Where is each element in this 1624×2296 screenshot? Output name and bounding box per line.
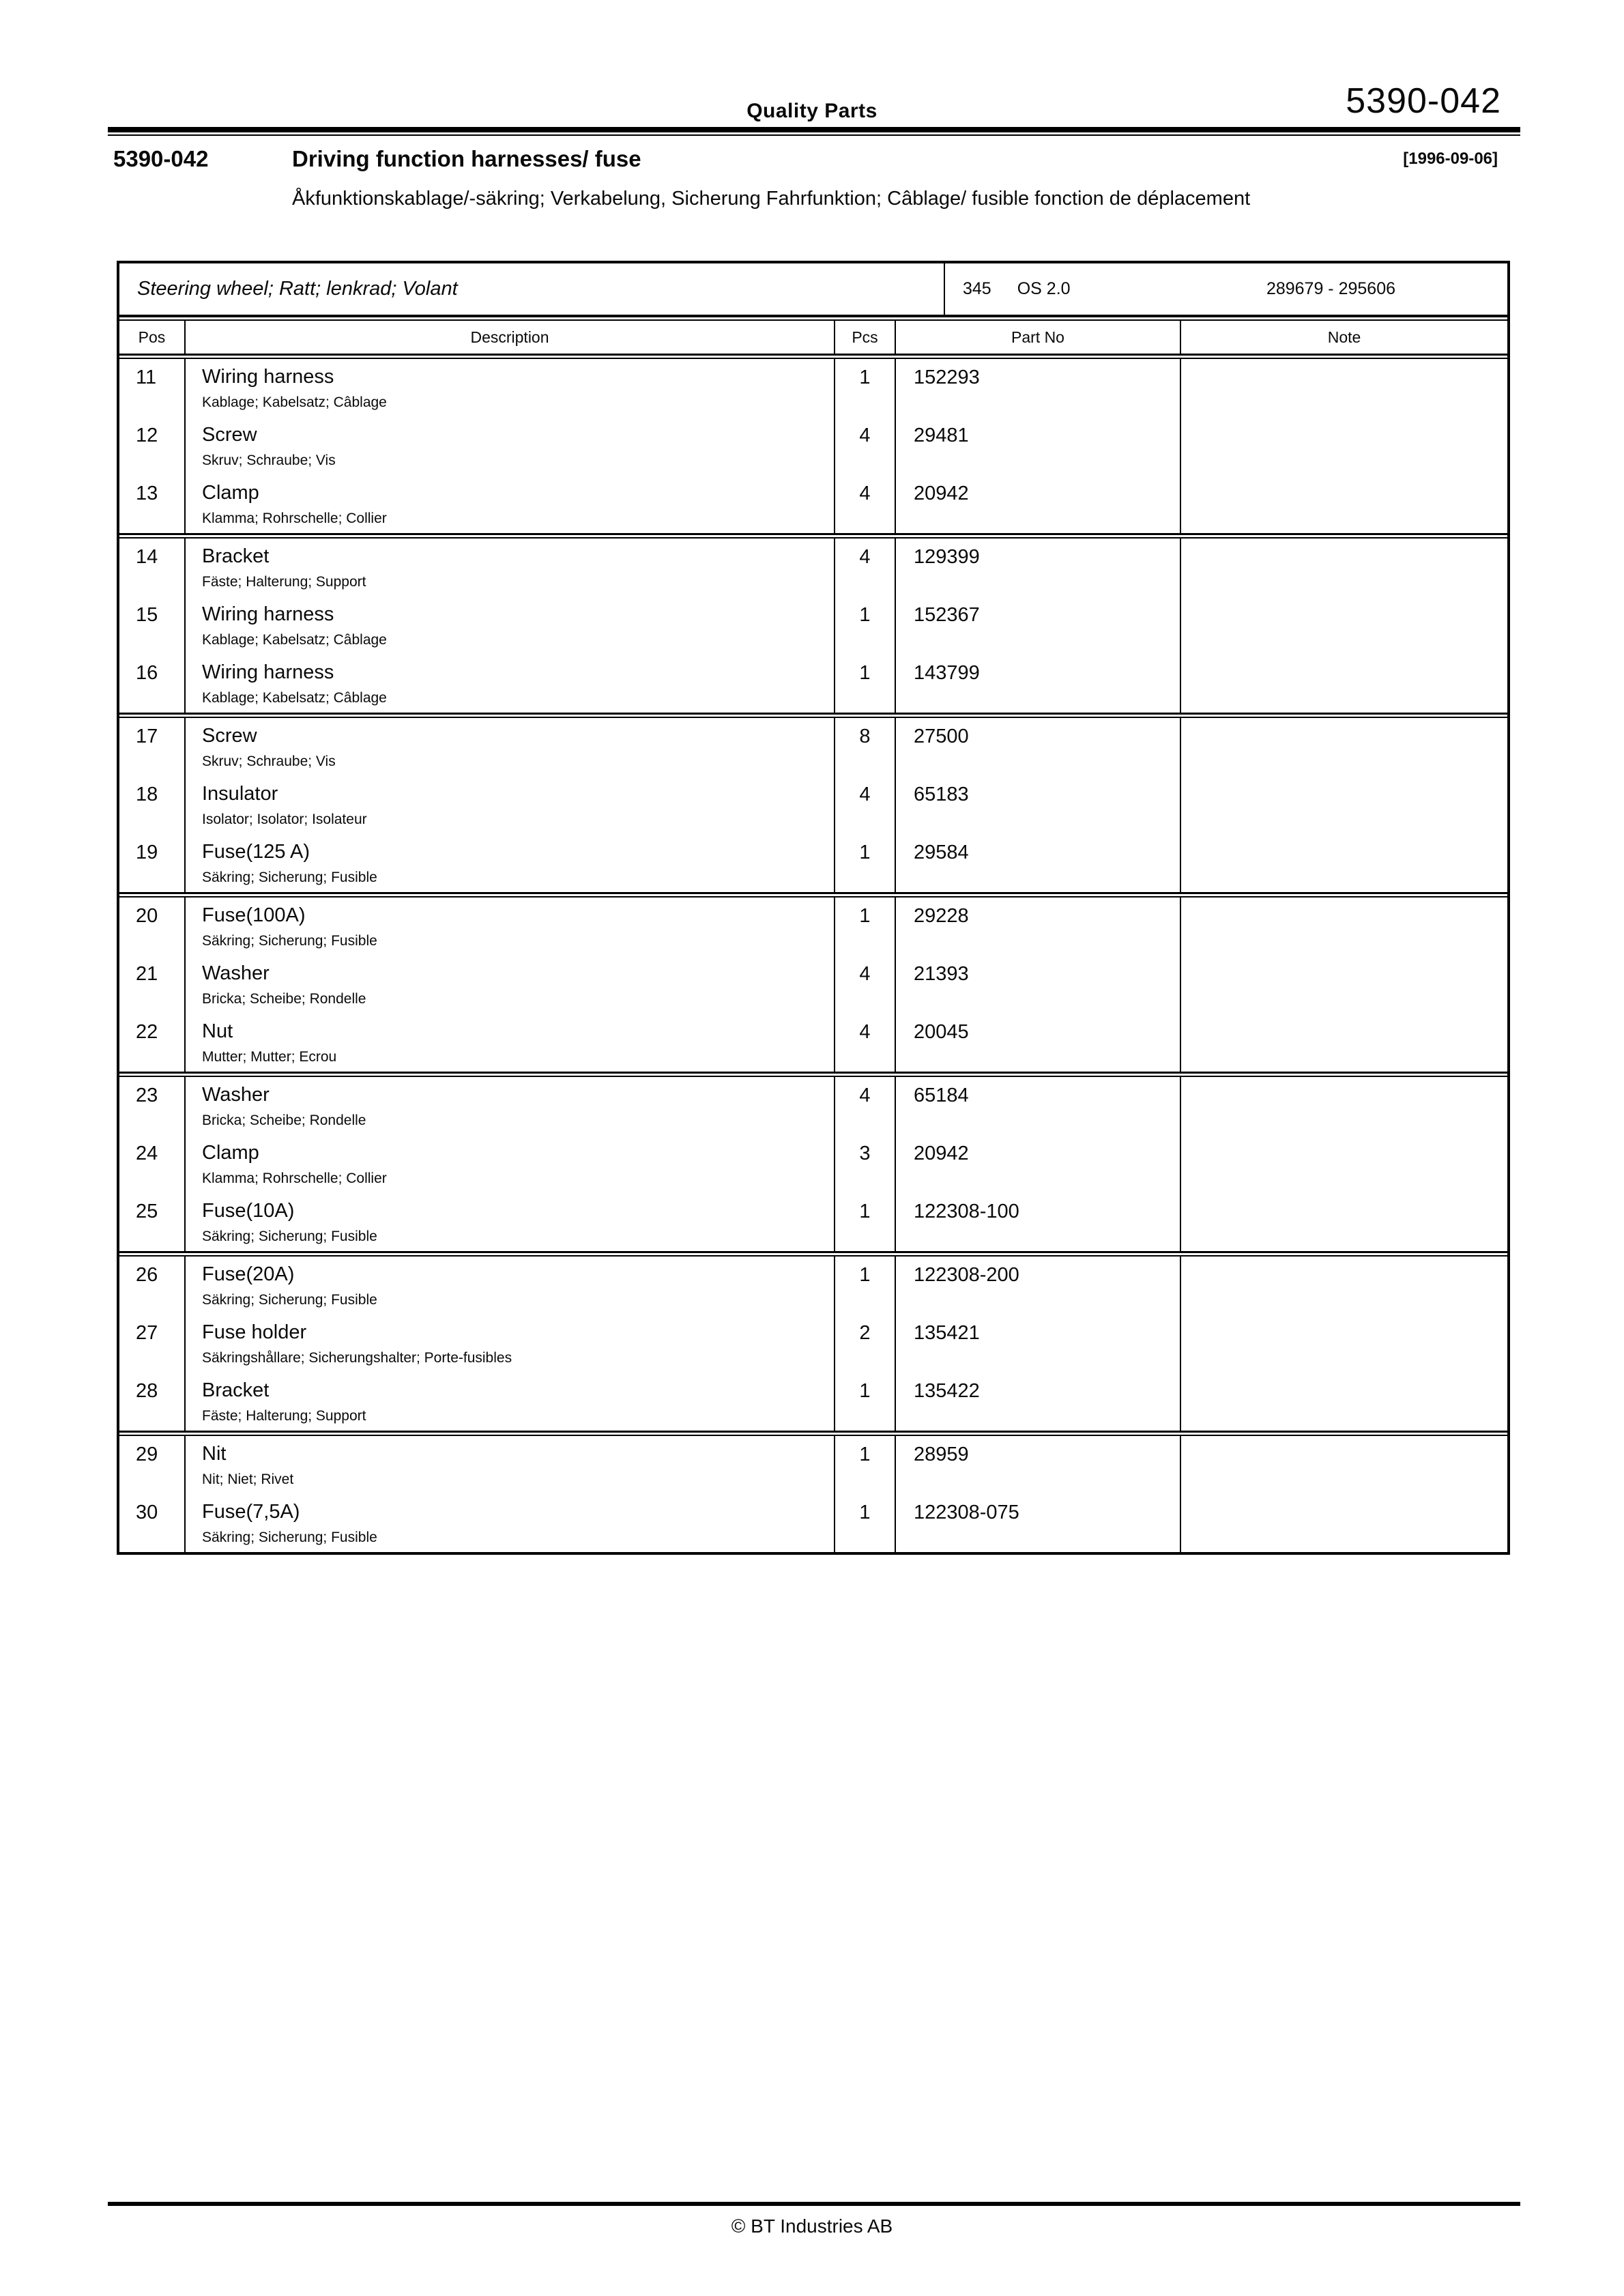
row-description-cell [186, 1193, 835, 1251]
row-description-cell [186, 834, 835, 892]
row-note [1181, 1257, 1507, 1315]
row-description-cell [186, 718, 835, 776]
row-pos: 22 [119, 1014, 186, 1072]
row-pos: 15 [119, 597, 186, 655]
table-row [119, 898, 1507, 956]
row-note [1181, 359, 1507, 417]
section-heading [113, 146, 1498, 217]
row-pos: 21 [119, 956, 186, 1014]
row-pos: 11 [119, 359, 186, 417]
row-pos: 20 [119, 898, 186, 956]
row-translations: Fäste; Halterung; Support [202, 1408, 366, 1424]
table-row [119, 655, 1507, 713]
row-pcs: 1 [835, 1436, 896, 1494]
row-note [1181, 1193, 1507, 1251]
table-row [119, 597, 1507, 655]
row-note [1181, 1315, 1507, 1373]
row-pcs: 4 [835, 417, 896, 475]
row-note [1181, 1077, 1507, 1135]
row-part-no: 122308-100 [896, 1193, 1181, 1251]
row-translations: Säkring; Sicherung; Fusible [202, 933, 377, 949]
row-note [1181, 1494, 1507, 1552]
row-description: Washer [202, 962, 270, 984]
table-row [119, 359, 1507, 417]
row-pos: 28 [119, 1373, 186, 1431]
row-part-no: 28959 [896, 1436, 1181, 1494]
row-note [1181, 834, 1507, 892]
row-pos: 16 [119, 655, 186, 713]
assembly-meta [945, 263, 1507, 315]
row-description: Washer [202, 1084, 270, 1106]
col-header-description: Description [186, 321, 835, 354]
row-translations: Klamma; Rohrschelle; Collier [202, 1171, 387, 1186]
double-separator [119, 354, 1507, 359]
row-description-cell [186, 539, 835, 597]
row-pcs: 1 [835, 1373, 896, 1431]
parts-table [117, 261, 1510, 1555]
row-note [1181, 776, 1507, 834]
row-part-no: 135421 [896, 1315, 1181, 1373]
row-pos: 17 [119, 718, 186, 776]
row-part-no: 65183 [896, 776, 1181, 834]
row-pos: 12 [119, 417, 186, 475]
row-note [1181, 1373, 1507, 1431]
table-row [119, 475, 1507, 533]
row-pcs: 4 [835, 539, 896, 597]
row-pcs: 4 [835, 1077, 896, 1135]
row-description-cell [186, 956, 835, 1014]
row-translations: Skruv; Schraube; Vis [202, 453, 336, 468]
row-description: Wiring harness [202, 661, 334, 683]
row-translations: Säkringshållare; Sicherungshalter; Porte-fusibles [202, 1350, 512, 1366]
row-description: Screw [202, 725, 257, 747]
row-translations: Säkring; Sicherung; Fusible [202, 1292, 377, 1308]
page-doc-number: 5390-042 [1346, 81, 1501, 121]
row-translations: Kablage; Kabelsatz; Câblage [202, 632, 387, 648]
row-part-no: 65184 [896, 1077, 1181, 1135]
row-pos: 13 [119, 475, 186, 533]
footer-rule [108, 2202, 1520, 2206]
row-translations: Skruv; Schraube; Vis [202, 754, 336, 769]
section-title-row [113, 146, 1498, 172]
table-row [119, 1373, 1507, 1431]
row-note [1181, 539, 1507, 597]
row-pos: 25 [119, 1193, 186, 1251]
row-note [1181, 956, 1507, 1014]
row-pos: 18 [119, 776, 186, 834]
row-note [1181, 1014, 1507, 1072]
row-part-no: 21393 [896, 956, 1181, 1014]
column-header-row [119, 321, 1507, 354]
col-header-pos: Pos [119, 321, 186, 354]
row-pcs: 1 [835, 898, 896, 956]
row-description-cell [186, 475, 835, 533]
row-translations: Bricka; Scheibe; Rondelle [202, 991, 366, 1007]
col-header-part-no: Part No [896, 321, 1181, 354]
row-description: Nut [202, 1020, 233, 1042]
row-description: Fuse holder [202, 1321, 307, 1343]
row-translations: Säkring; Sicherung; Fusible [202, 1530, 377, 1545]
group-separator [119, 1251, 1507, 1257]
table-row [119, 1257, 1507, 1315]
model-version: OS 2.0 [1017, 279, 1071, 298]
row-part-no: 20942 [896, 475, 1181, 533]
row-translations: Fäste; Halterung; Support [202, 574, 366, 590]
table-row [119, 1436, 1507, 1494]
group-separator [119, 1431, 1507, 1436]
row-pcs: 4 [835, 1014, 896, 1072]
row-description-cell [186, 1014, 835, 1072]
table-row [119, 956, 1507, 1014]
row-description: Insulator [202, 783, 278, 805]
row-description: Fuse(100A) [202, 904, 306, 926]
row-description-cell [186, 1135, 835, 1193]
row-pcs: 4 [835, 475, 896, 533]
serial-number-range: 289679 - 295606 [1266, 279, 1395, 298]
row-part-no: 152293 [896, 359, 1181, 417]
row-translations: Nit; Niet; Rivet [202, 1472, 294, 1487]
assembly-name: Steering wheel; Ratt; lenkrad; Volant [119, 263, 945, 315]
table-row [119, 1193, 1507, 1251]
row-pcs: 1 [835, 1494, 896, 1552]
row-description: Wiring harness [202, 603, 334, 625]
row-part-no: 152367 [896, 597, 1181, 655]
row-pcs: 1 [835, 1193, 896, 1251]
row-translations: Isolator; Isolator; Isolateur [202, 812, 367, 827]
row-description-cell [186, 597, 835, 655]
row-description-cell [186, 1436, 835, 1494]
table-row [119, 417, 1507, 475]
row-note [1181, 475, 1507, 533]
row-description-cell [186, 1373, 835, 1431]
row-translations: Bricka; Scheibe; Rondelle [202, 1113, 366, 1128]
row-pos: 19 [119, 834, 186, 892]
row-pcs: 1 [835, 655, 896, 713]
row-note [1181, 597, 1507, 655]
row-part-no: 29228 [896, 898, 1181, 956]
table-row [119, 1077, 1507, 1135]
row-part-no: 143799 [896, 655, 1181, 713]
row-part-no: 29584 [896, 834, 1181, 892]
row-pcs: 1 [835, 597, 896, 655]
table-row [119, 718, 1507, 776]
row-pos: 27 [119, 1315, 186, 1373]
row-description: Clamp [202, 482, 259, 504]
page-title: Driving function harnesses/ fuse [292, 146, 641, 171]
row-note [1181, 417, 1507, 475]
table-row [119, 1135, 1507, 1193]
header-rule [108, 127, 1520, 136]
row-note [1181, 898, 1507, 956]
row-note [1181, 1135, 1507, 1193]
row-part-no: 27500 [896, 718, 1181, 776]
col-header-pcs: Pcs [835, 321, 896, 354]
table-row [119, 834, 1507, 892]
col-header-note: Note [1327, 328, 1361, 346]
row-description: Fuse(125 A) [202, 841, 310, 863]
group-separator [119, 713, 1507, 718]
row-description: Fuse(10A) [202, 1200, 295, 1222]
brand-header: Quality Parts [746, 100, 878, 122]
revision-date: [1996-09-06] [1403, 149, 1498, 168]
table-row [119, 1014, 1507, 1072]
row-description-cell [186, 776, 835, 834]
table-row [119, 776, 1507, 834]
table-body [119, 359, 1507, 1552]
row-pcs: 2 [835, 1315, 896, 1373]
row-part-no: 29481 [896, 417, 1181, 475]
row-pcs: 3 [835, 1135, 896, 1193]
row-description: Screw [202, 424, 257, 446]
row-description-cell [186, 359, 835, 417]
row-pos: 30 [119, 1494, 186, 1552]
row-pcs: 1 [835, 1257, 896, 1315]
row-translations: Klamma; Rohrschelle; Collier [202, 511, 387, 526]
row-translations: Kablage; Kabelsatz; Câblage [202, 394, 387, 410]
section-number: 5390-042 [113, 146, 209, 171]
row-pcs: 1 [835, 834, 896, 892]
row-translations: Kablage; Kabelsatz; Câblage [202, 690, 387, 706]
row-description: Clamp [202, 1142, 259, 1164]
row-part-no: 122308-075 [896, 1494, 1181, 1552]
title-translations: Åkfunktionskablage/-säkring; Verkabelung, Sicherung Fahrfunktion; Câblage/ fusible fonction de déplacement [292, 188, 1251, 210]
row-description-cell [186, 1077, 835, 1135]
row-description: Wiring harness [202, 366, 334, 388]
row-note [1181, 718, 1507, 776]
row-pos: 24 [119, 1135, 186, 1193]
row-description: Fuse(7,5A) [202, 1501, 300, 1523]
table-row [119, 1315, 1507, 1373]
row-note [1181, 655, 1507, 713]
row-description: Nit [202, 1443, 227, 1465]
row-part-no: 129399 [896, 539, 1181, 597]
row-description: Bracket [202, 1379, 270, 1401]
row-description-cell [186, 417, 835, 475]
row-pos: 29 [119, 1436, 186, 1494]
row-pos: 26 [119, 1257, 186, 1315]
row-part-no: 122308-200 [896, 1257, 1181, 1315]
row-part-no: 20942 [896, 1135, 1181, 1193]
row-translations: Säkring; Sicherung; Fusible [202, 870, 377, 885]
row-pcs: 1 [835, 359, 896, 417]
footer-copyright: © BT Industries AB [731, 2215, 893, 2237]
row-description-cell [186, 1315, 835, 1373]
row-description: Fuse(20A) [202, 1263, 295, 1285]
row-pos: 14 [119, 539, 186, 597]
row-part-no: 20045 [896, 1014, 1181, 1072]
row-description-cell [186, 1494, 835, 1552]
table-row [119, 539, 1507, 597]
row-pos: 23 [119, 1077, 186, 1135]
group-separator [119, 1072, 1507, 1077]
model-code: 345 [963, 279, 991, 298]
row-pcs: 4 [835, 956, 896, 1014]
row-pcs: 4 [835, 776, 896, 834]
double-separator [119, 315, 1507, 321]
row-description-cell [186, 898, 835, 956]
row-part-no: 135422 [896, 1373, 1181, 1431]
row-translations: Mutter; Mutter; Ecrou [202, 1049, 337, 1065]
row-pcs: 8 [835, 718, 896, 776]
row-description: Bracket [202, 545, 270, 567]
group-separator [119, 892, 1507, 898]
table-row [119, 1494, 1507, 1552]
row-description-cell [186, 655, 835, 713]
group-separator [119, 533, 1507, 539]
row-translations: Säkring; Sicherung; Fusible [202, 1229, 377, 1244]
row-description-cell [186, 1257, 835, 1315]
row-note [1181, 1436, 1507, 1494]
assembly-header-bar [119, 263, 1507, 315]
